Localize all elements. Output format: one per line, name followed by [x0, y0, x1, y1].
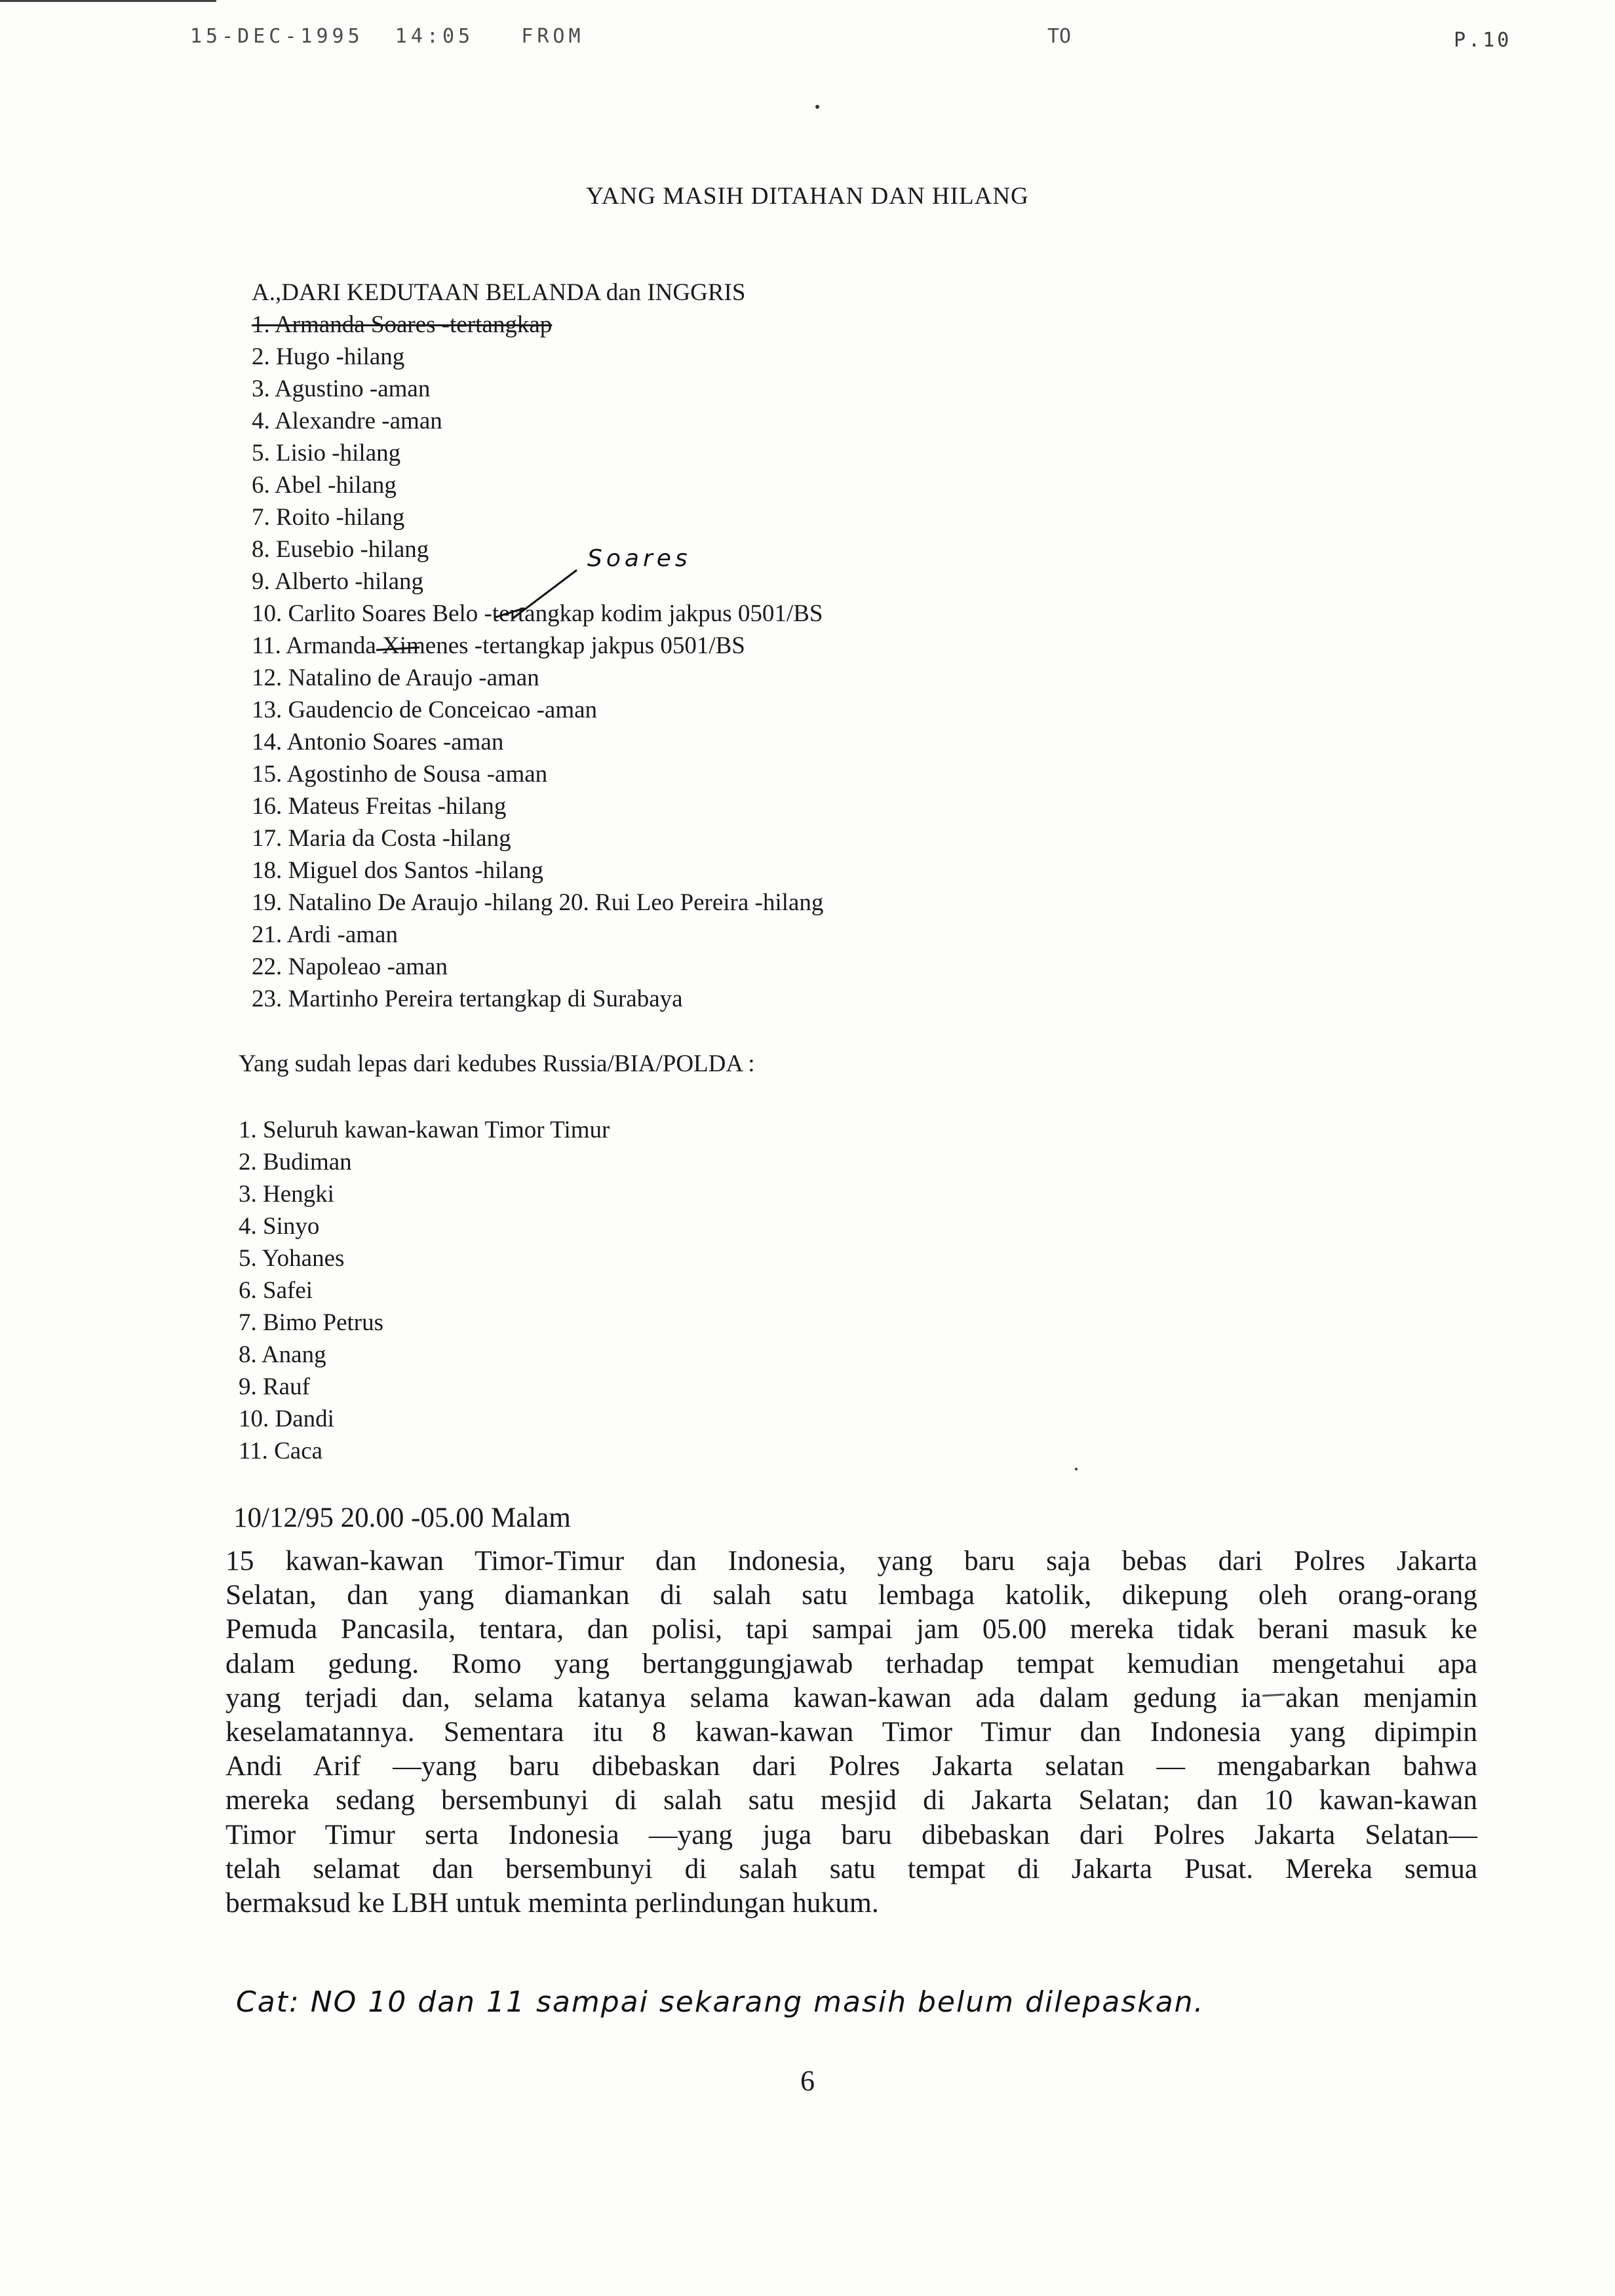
released-list [239, 1114, 610, 1467]
list-item: 4. Alexandre -aman [252, 408, 442, 434]
list-item: 5. Lisio -hilang [252, 440, 401, 467]
list-item: 23. Martinho Pereira tertangkap di Surabaya [252, 985, 683, 1012]
list-item: 4. Sinyo [239, 1213, 320, 1240]
report-line: Andi Arif —yang baru dibebaskan dari Polres Jakarta selatan — mengabarkan bahwa [225, 1750, 1477, 1782]
list-item: 19. Natalino De Araujo -hilang 20. Rui Leo Pereira -hilang [252, 889, 824, 916]
report-date-heading: 10/12/95 20.00 -05.00 Malam [233, 1502, 571, 1533]
list-item: 5. Yohanes [239, 1245, 345, 1272]
list-item: 7. Bimo Petrus [239, 1309, 383, 1336]
released-list-heading: Yang sudah lepas dari kedubes Russia/BIA/POLDA : [239, 1050, 755, 1077]
list-item: 21. Ardi -aman [252, 921, 398, 948]
list-item: 18. Miguel dos Santos -hilang [252, 857, 544, 884]
handwritten-note: Cat: NO 10 dan 11 sampai sekarang masih belum dilepaskan. [236, 1985, 1205, 2019]
list-item: 13. Gaudencio de Conceicao -aman [252, 697, 598, 723]
section-a-heading: A.,DARI KEDUTAAN BELANDA dan INGGRIS [252, 279, 746, 306]
list-item: 17. Maria da Costa -hilang [252, 825, 511, 852]
report-line: dalam gedung. Romo yang bertanggungjawab terhadap tempat kemudian mengetahui apa [225, 1647, 1477, 1679]
fax-page-number: P.10 [1454, 29, 1512, 52]
list-item: 1. Seluruh kawan-kawan Timor Timur [239, 1117, 610, 1143]
report-line: Timor Timur serta Indonesia —yang juga baru dibebaskan dari Polres Jakarta Selatan— [225, 1818, 1477, 1850]
list-item: 8. Eusebio -hilang [252, 536, 429, 563]
list-item: 6. Abel -hilang [252, 472, 397, 499]
list-item: 1. Armanda Soares -tertangkap [252, 311, 553, 338]
list-item: 6. Safei [239, 1277, 313, 1304]
fax-transmission-header: 15-DEC-1995 14:05 FROM [190, 25, 585, 48]
report-line: yang terjadi dan, selama katanya selama kawan-kawan ada dalam gedung ia akan menjamin [225, 1681, 1477, 1713]
report-line: Selatan, dan yang diamankan di salah satu lembaga katolik, dikepung oleh orang-orang [225, 1579, 1477, 1611]
list-item: 11. Armanda Ximenes -tertangkap jakpus 0501/BS [252, 632, 745, 659]
report-line: bermaksud ke LBH untuk meminta perlindungan hukum. [225, 1887, 879, 1919]
list-item: 10. Dandi [239, 1406, 334, 1432]
list-item: 9. Alberto -hilang [252, 568, 424, 595]
report-line: mereka sedang bersembunyi di salah satu mesjid di Jakarta Selatan; dan 10 kawan-kawan [225, 1784, 1477, 1816]
list-item: 15. Agostinho de Sousa -aman [252, 761, 548, 788]
list-item: 3. Hengki [239, 1181, 334, 1208]
report-line: telah selamat dan bersembunyi di salah satu tempat di Jakarta Pusat. Mereka semua [225, 1852, 1477, 1885]
list-item: 16. Mateus Freitas -hilang [252, 793, 507, 820]
speck [1075, 1468, 1078, 1470]
list-item: 22. Napoleao -aman [252, 953, 448, 980]
list-item: 8. Anang [239, 1341, 326, 1368]
list-item: 2. Budiman [239, 1149, 352, 1176]
report-paragraph [225, 1544, 1477, 1920]
report-line: keselamatannya. Sementara itu 8 kawan-kawan Timor Timur dan Indonesia yang dipimpin [225, 1716, 1477, 1748]
list-item: 7. Roito -hilang [252, 504, 405, 531]
list-item: 12. Natalino de Araujo -aman [252, 664, 539, 691]
document-title: YANG MASIH DITAHAN DAN HILANG [586, 183, 1029, 210]
list-item: 11. Caca [239, 1438, 323, 1464]
fax-recipient-label: TO [1047, 25, 1072, 48]
page-number: 6 [800, 2065, 815, 2097]
list-item: 10. Carlito Soares Belo -tertangkap kodim jakpus 0501/BS [252, 600, 823, 627]
handwritten-soares-annotation: Soares [587, 545, 691, 572]
report-line: Pemuda Pancasila, tentara, dan polisi, tapi sampai jam 05.00 mereka tidak berani masuk ke [225, 1613, 1477, 1645]
list-item: 2. Hugo -hilang [252, 343, 405, 370]
list-item: 9. Rauf [239, 1373, 310, 1400]
list-item: 3. Agustino -aman [252, 375, 431, 402]
list-item: 14. Antonio Soares -aman [252, 729, 504, 756]
report-line: 15 kawan-kawan Timor-Timur dan Indonesia, yang baru saja bebas dari Polres Jakarta [225, 1545, 1477, 1577]
